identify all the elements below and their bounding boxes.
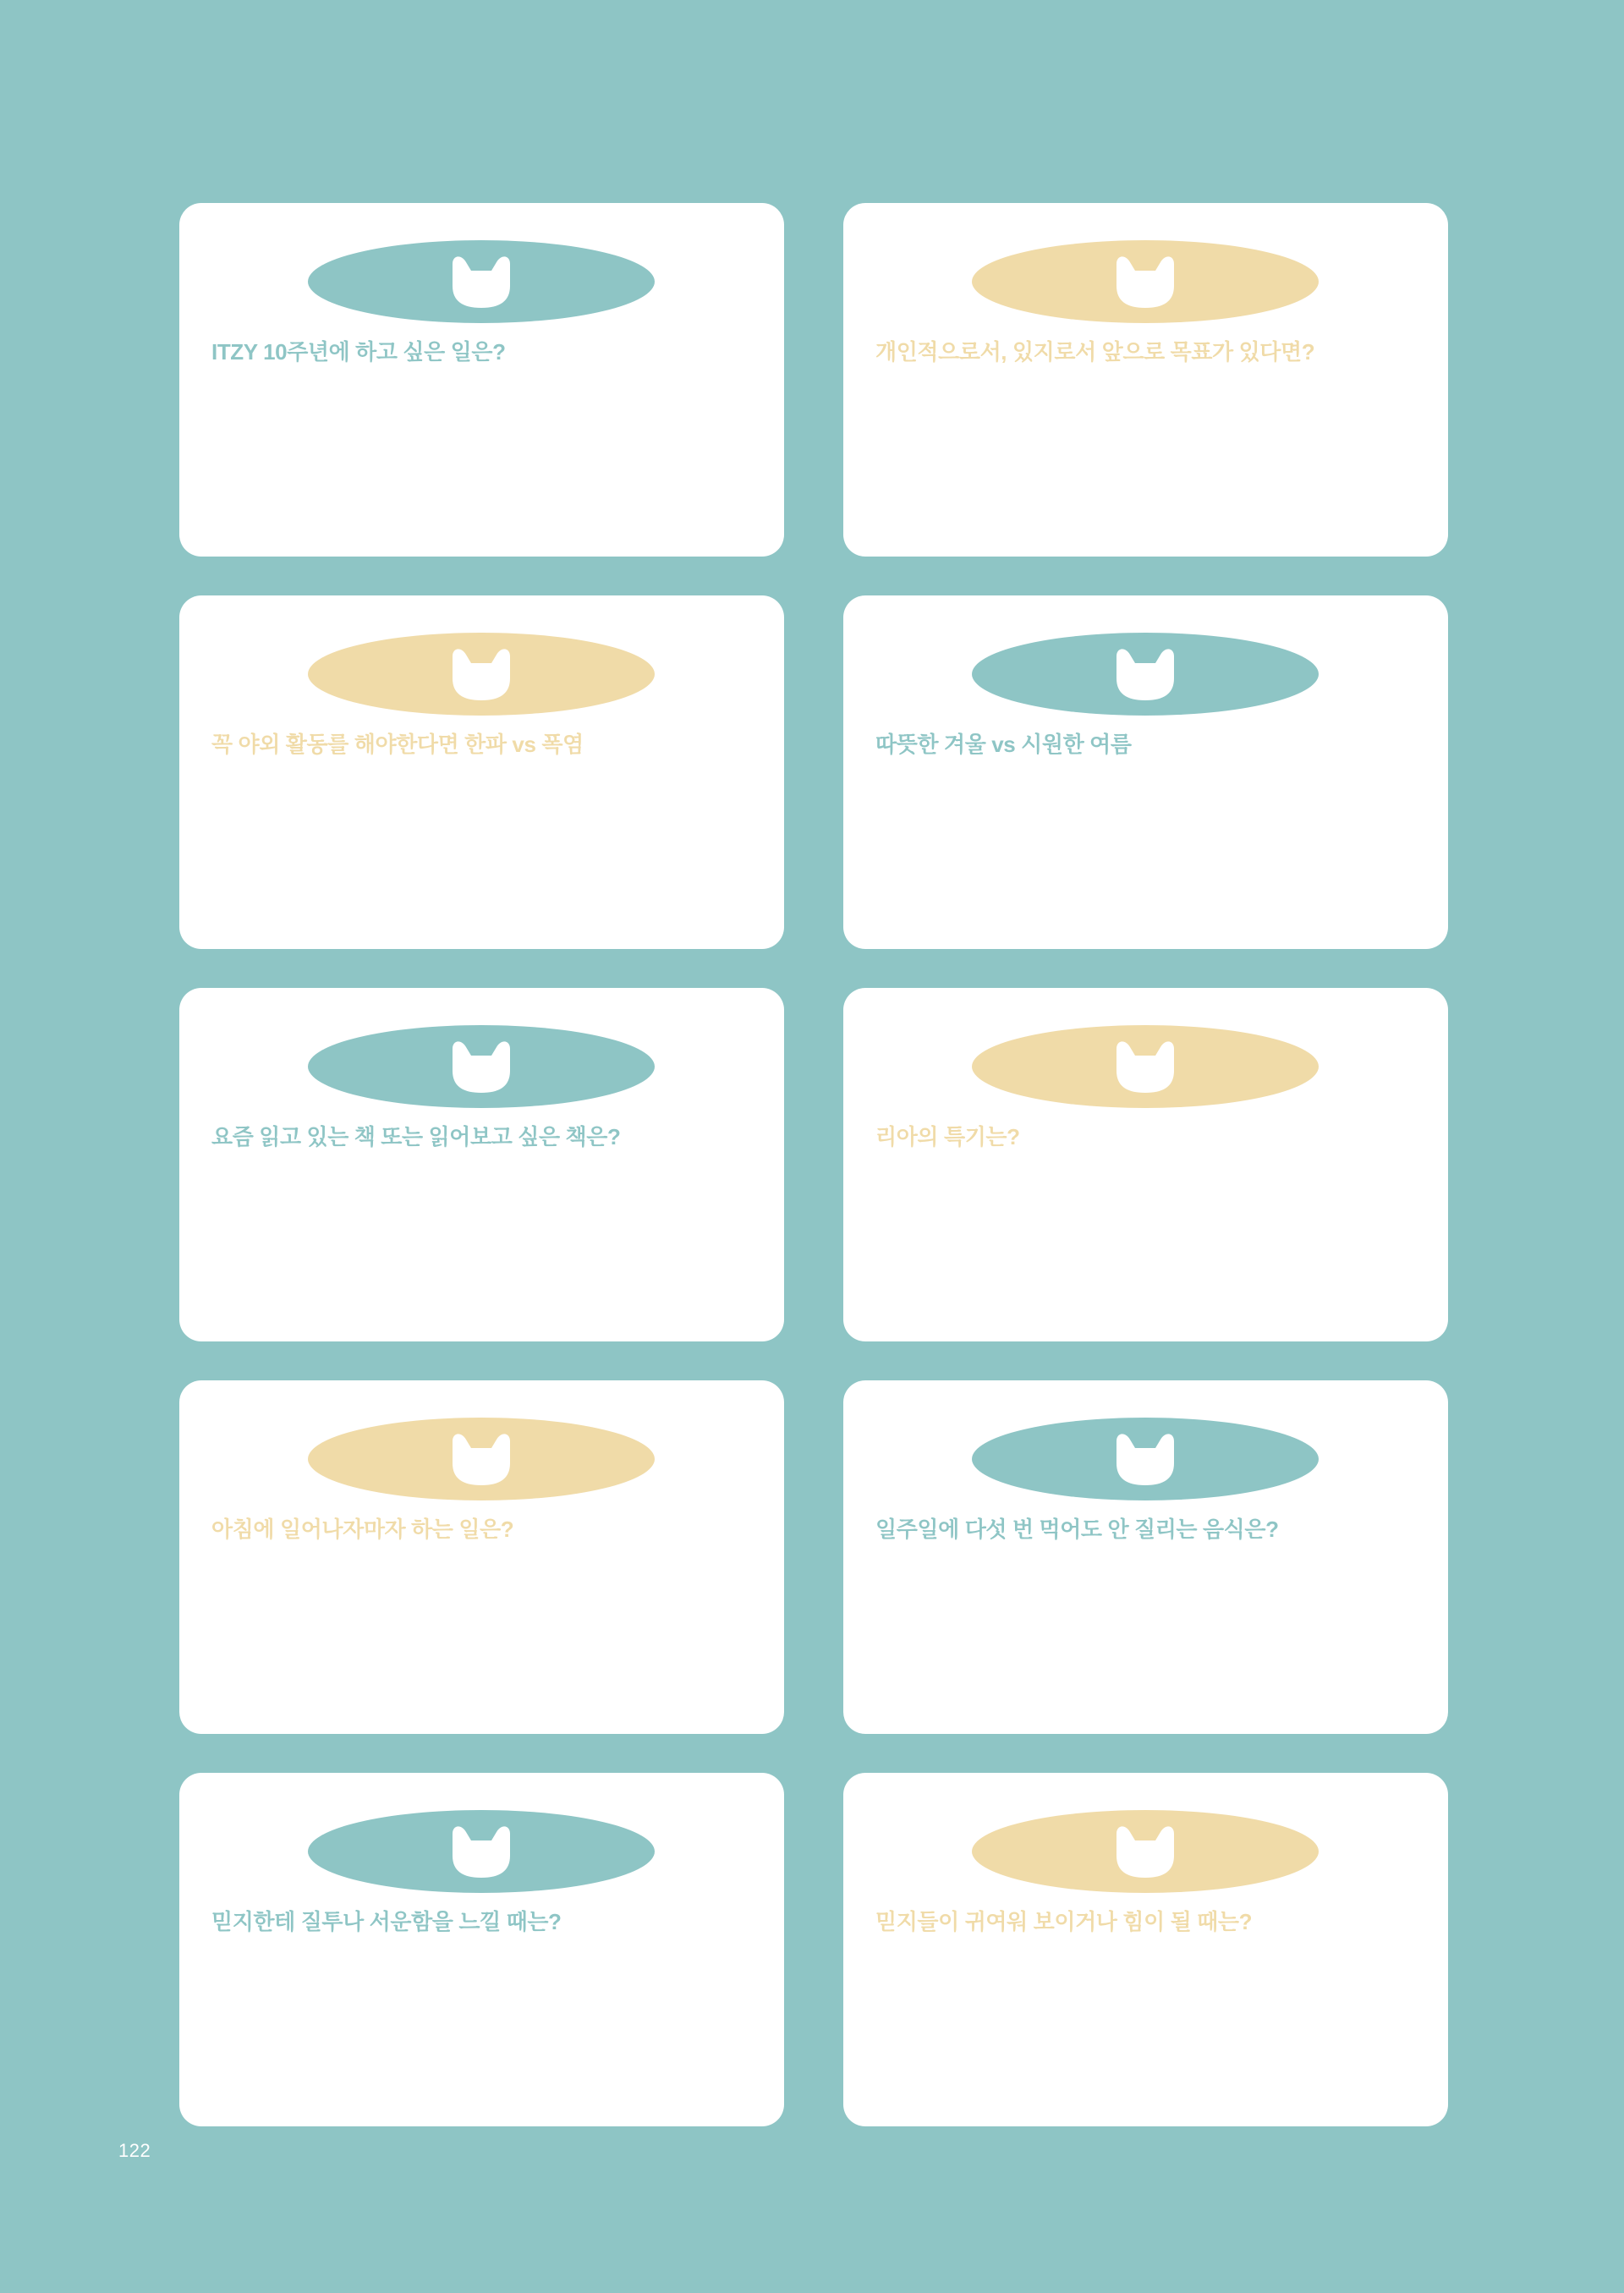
card-header-ellipse bbox=[308, 1418, 655, 1500]
card-question-text: ITZY 10주년에 하고 싶은 일은? bbox=[211, 339, 506, 365]
cat-face-icon bbox=[1110, 1822, 1181, 1881]
card-header-ellipse bbox=[308, 1025, 655, 1108]
question-card[interactable] bbox=[843, 988, 1448, 1341]
cat-face-icon bbox=[446, 645, 517, 704]
card-question-text: 아침에 일어나자마자 하는 일은? bbox=[211, 1517, 514, 1542]
card-question-text: 일주일에 다섯 번 먹어도 안 질리는 음식은? bbox=[875, 1517, 1279, 1542]
page-number: 122 bbox=[118, 2140, 151, 2161]
question-card[interactable] bbox=[843, 1773, 1448, 2126]
cat-face-icon bbox=[446, 1037, 517, 1096]
card-header-ellipse bbox=[972, 1810, 1319, 1893]
card-header-ellipse bbox=[972, 1418, 1319, 1500]
question-card-grid bbox=[179, 203, 1448, 2126]
cat-face-icon bbox=[446, 1822, 517, 1881]
question-card[interactable] bbox=[843, 1380, 1448, 1734]
question-card[interactable] bbox=[179, 203, 784, 557]
card-question-text: 개인적으로서, 있지로서 앞으로 목표가 있다면? bbox=[875, 339, 1315, 365]
cat-face-icon bbox=[1110, 1037, 1181, 1096]
card-header-ellipse bbox=[308, 633, 655, 716]
cat-face-icon bbox=[446, 1429, 517, 1489]
card-question-text: 믿지한테 질투나 서운함을 느낄 때는? bbox=[211, 1909, 562, 1934]
question-card[interactable] bbox=[179, 595, 784, 949]
card-question-text: 꼭 야외 활동를 해야한다면 한파 vs 폭염 bbox=[211, 732, 584, 757]
question-card[interactable] bbox=[843, 203, 1448, 557]
question-card[interactable] bbox=[179, 1380, 784, 1734]
card-question-text: 요즘 읽고 있는 책 또는 읽어보고 싶은 책은? bbox=[211, 1124, 621, 1149]
cat-face-icon bbox=[1110, 1429, 1181, 1489]
question-card[interactable] bbox=[179, 1773, 784, 2126]
card-header-ellipse bbox=[308, 1810, 655, 1893]
card-question-text: 따뜻한 겨울 vs 시원한 여름 bbox=[875, 732, 1132, 757]
cat-face-icon bbox=[1110, 252, 1181, 311]
card-header-ellipse bbox=[972, 1025, 1319, 1108]
question-card[interactable] bbox=[179, 988, 784, 1341]
cat-face-icon bbox=[1110, 645, 1181, 704]
card-question-text: 믿지들이 귀여워 보이거나 힘이 될 때는? bbox=[875, 1909, 1253, 1934]
cat-face-icon bbox=[446, 252, 517, 311]
card-question-text: 리아의 특기는? bbox=[875, 1124, 1020, 1149]
question-card[interactable] bbox=[843, 595, 1448, 949]
card-header-ellipse bbox=[308, 240, 655, 323]
card-header-ellipse bbox=[972, 633, 1319, 716]
card-header-ellipse bbox=[972, 240, 1319, 323]
